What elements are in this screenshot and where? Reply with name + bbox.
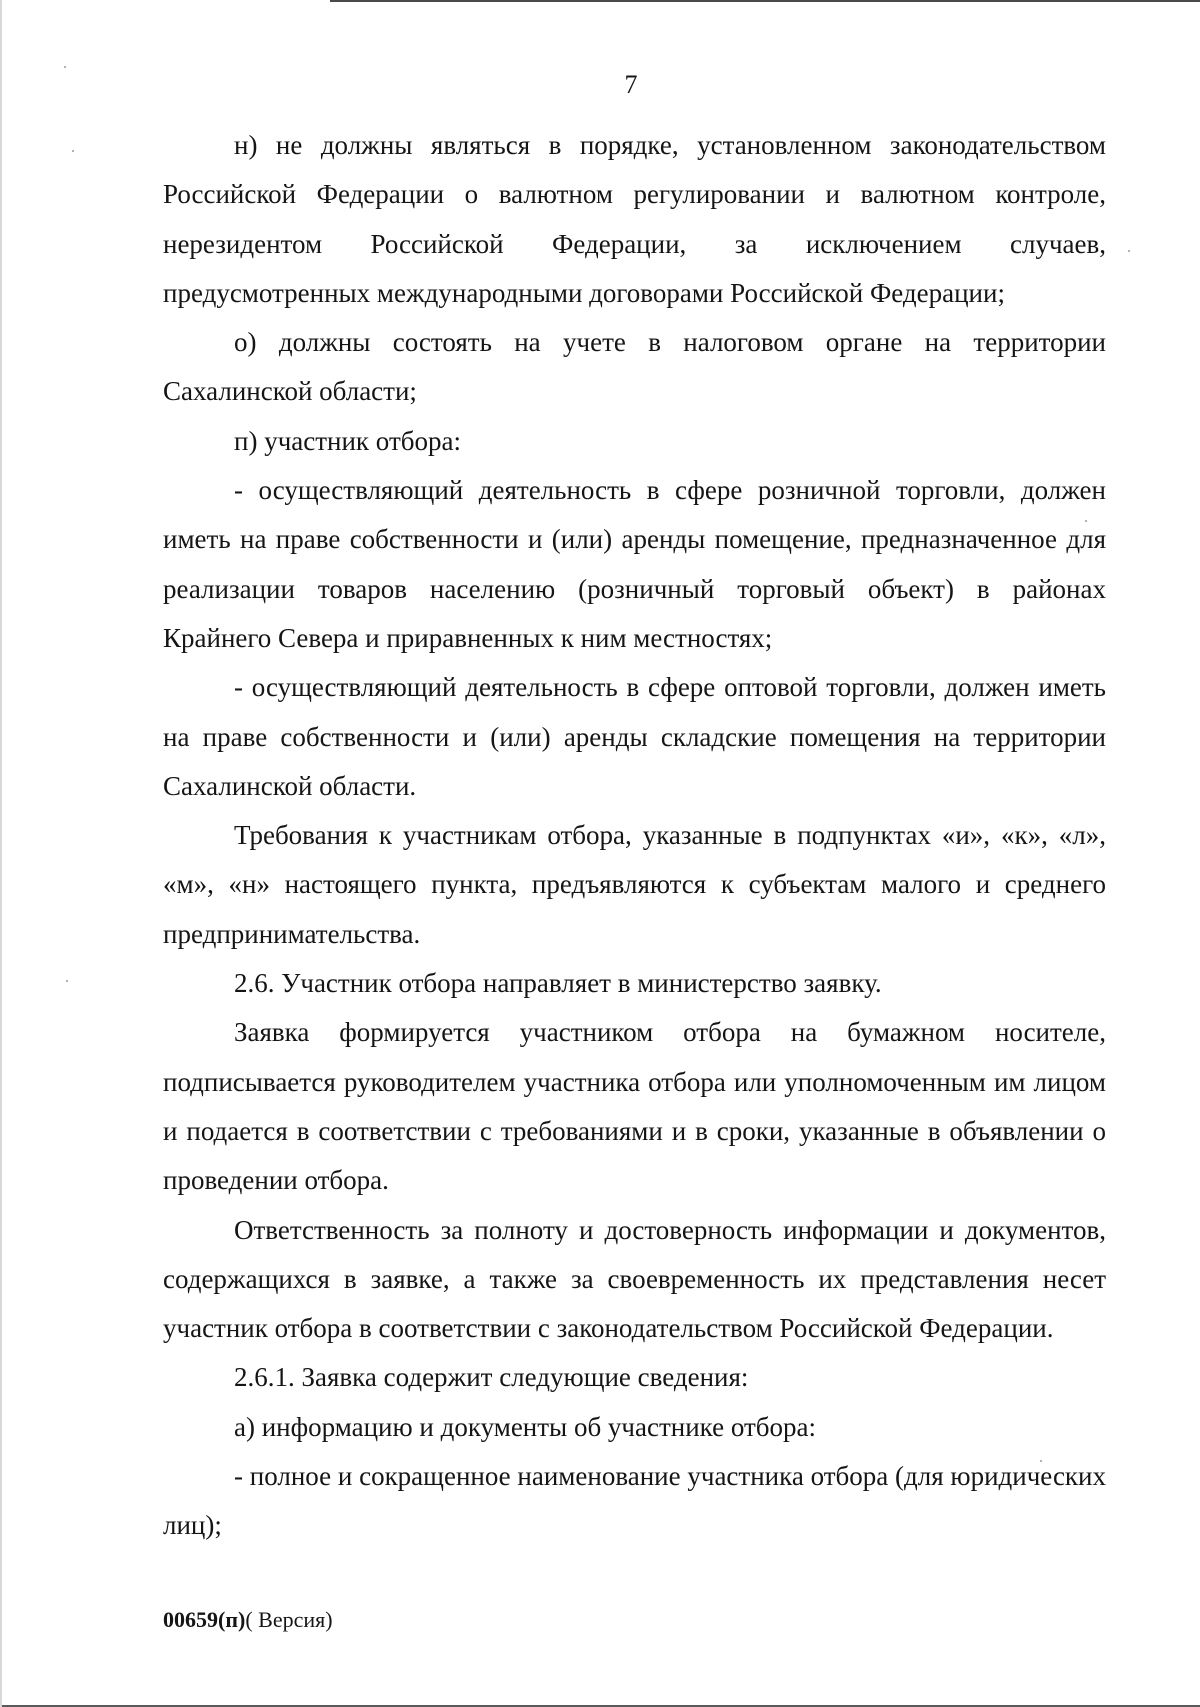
footer-version: ( Версия) <box>245 1607 333 1632</box>
scan-border-top <box>330 0 1200 2</box>
paragraph-retail: - осуществляющий деятельность в сфере розничной торговли, должен иметь на праве собственности и (или) аренды помещение, предназначенное для реализации товаров населению (розничный торговый объект) в районах Крайнего Севера и приравненных к ним местностях; <box>163 475 1106 653</box>
document-body <box>163 121 1106 1551</box>
document-footer <box>163 1607 333 1633</box>
paragraph-2-6-1: 2.6.1. Заявка содержит следующие сведения: <box>234 1362 749 1393</box>
paragraph-name: - полное и сокращенное наименование участника отбора (для юридических лиц); <box>163 1461 1106 1541</box>
paragraph-application: Заявка формируется участником отбора на бумажном носителе, подписывается руководителем участника отбора или уполномоченным им лицом и подается в соответствии с требованиями и в сроки, указанные в объявлении о проведении отбора. <box>163 1017 1106 1196</box>
scan-speck <box>72 150 74 152</box>
paragraph-p: п) участник отбора: <box>234 425 461 456</box>
paragraph-wholesale: - осуществляющий деятельность в сфере оптовой торговли, должен иметь на праве собственности и (или) аренды складские помещения на территории Сахалинской области. <box>163 672 1106 801</box>
paragraph-o: о) должны состоять на учете в налоговом органе на территории Сахалинской области; <box>163 327 1106 407</box>
paragraph-a: а) информацию и документы об участнике отбора: <box>234 1411 817 1442</box>
page-number: 7 <box>624 70 638 99</box>
scan-speck <box>66 980 68 982</box>
paragraph-responsibility: Ответственность за полноту и достоверность информации и документов, содержащихся в заявке, а также за своевременность их представления несет участник отбора в соответствии с законодательством Российской Федерации. <box>163 1214 1106 1344</box>
footer-code: 00659(п) <box>163 1607 246 1632</box>
paragraph-2-6: 2.6. Участник отбора направляет в министерство заявку. <box>234 968 882 999</box>
scan-border-left <box>0 0 2 1707</box>
scan-speck <box>1128 250 1130 252</box>
paragraph-requirements: Требования к участникам отбора, указанные в подпунктах «и», «к», «л», «м», «н» настоящего пункта, предъявляются к субъектам малого и среднего предпринимательства. <box>163 820 1106 949</box>
paragraph-n: н) не должны являться в порядке, установленном законодательством Российской Федерации о валютном регулировании и валютном контроле, нерезидентом Российской Федерации, за исключением случаев, предусмотренных международными договорами Российской Федерации; <box>163 130 1106 308</box>
scan-speck <box>64 66 66 68</box>
